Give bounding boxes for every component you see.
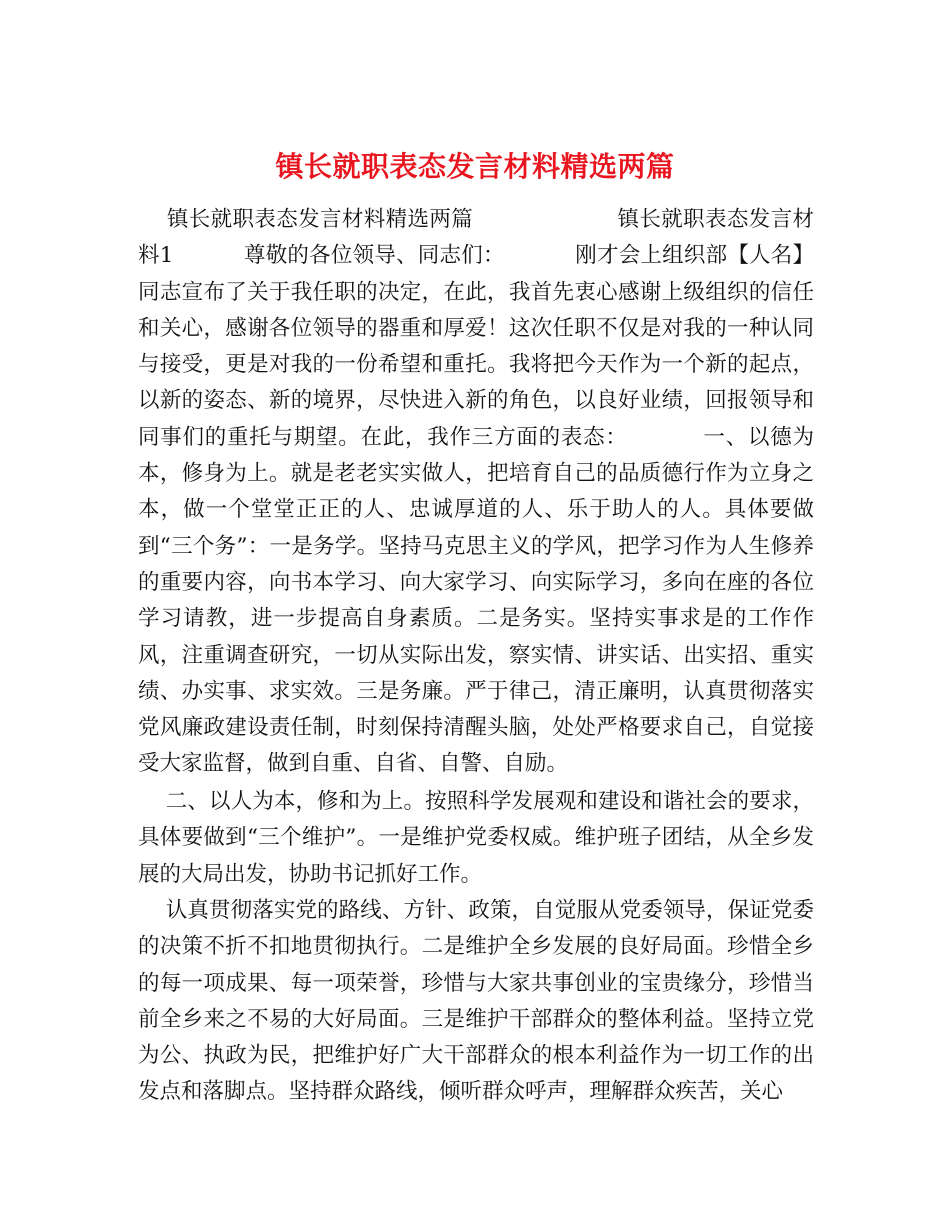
document-paragraph: 二、以人为本，修和为上。按照科学发展观和建设和谐社会的要求，具体要做到“三个维护”。一是维护党委权威。维护班子团结，从全乡发展的大局出发，协助书记抓好工作。	[138, 789, 814, 887]
document-title: 镇长就职表态发言材料精选两篇	[275, 149, 675, 183]
document-paragraph: 认真贯彻落实党的路线、方针、政策，自觉服从党委领导，保证党委的决策不折不扣地贯彻执行。二是维护全乡发展的良好局面。珍惜全乡的每一项成果、每一项荣誉，珍惜与大家共事创业的宝贵缘分，珍惜当前全乡来之不易的大好局面。三是维护干部群众的整体利益。坚持立党为公、执政为民，把维护好广大干部群众的根本利益作为一切工作的出发点和落脚点。坚持群众路线，倾听群众呼声，理解群众疾苦，关心	[138, 898, 814, 1105]
document-paragraph: 镇长就职表态发言材料精选两篇 镇长就职表态发言材料1 尊敬的各位领导、同志们： 刚才会上组织部【人名】同志宣布了关于我任职的决定，在此，我首先衷心感谢上级组织的信任和关心，感谢各位领导的器重和厚爱！这次任职不仅是对我的一种认同与接受，更是对我的一份希望和重托。我将把今天作为一个新的起点，以新的姿态、新的境界，尽快进入新的角色，以良好业绩，回报领导和同事们的重托与期望。在此，我作三方面的表态： 一、以德为本，修身为上。就是老老实实做人，把培育自己的品质德行作为立身之本，做一个堂堂正正的人、忠诚厚道的人、乐于助人的人。具体要做到“三个务”：一是务学。坚持马克思主义的学风，把学习作为人生修养的重要内容，向书本学习、向大家学习、向实际学习，多向在座的各位学习请教，进一步提高自身素质。二是务实。坚持实事求是的工作作风，注重调查研究，一切从实际出发，察实情、讲实话、出实招、重实绩、办实事、求实效。三是务廉。严于律己，清正廉明，认真贯彻落实党风廉政建设责任制，时刻保持清醒头脑，处处严格要求自己，自觉接受大家监督，做到自重、自省、自警、自励。	[138, 207, 814, 777]
